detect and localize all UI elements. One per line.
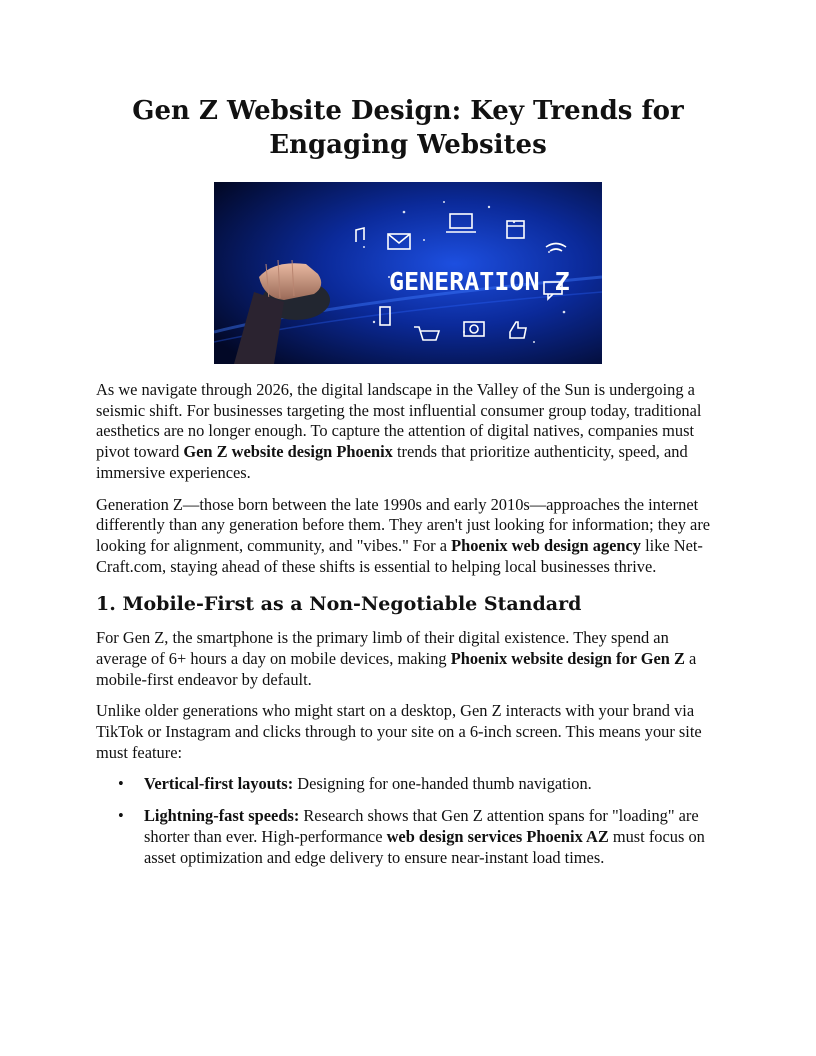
list-item: • Lightning-fast speeds: Research shows that Gen Z attention spans for "loading" are shorter than ever. High-performance web design services Phoenix AZ must focus on asset optimization and edge delivery to ensure near-instant load times. <box>118 806 705 867</box>
gen-z-paragraph: Generation Z—those born between the late 1990s and early 2010s—approaches the internet differently than any generation before them. They aren't just looking for information; they are looking for alignment, community, and "vibes." For a Phoenix web design agency like Net-Craft.com, staying ahead of these shifts is essential to helping local businesses thrive. <box>96 494 711 576</box>
bullet-icon: • <box>118 773 124 793</box>
hero-image <box>214 182 602 364</box>
hero-caption: GENERATION Z <box>389 267 570 296</box>
bullet-icon: • <box>118 806 124 826</box>
mobile-paragraph: For Gen Z, the smartphone is the primary limb of their digital existence. They spend an average of 6+ hours a day on mobile devices, making Phoenix website design for Gen Z a mobile-first endeavor by default. <box>96 628 697 689</box>
feature-list <box>96 774 720 869</box>
generations-paragraph: Unlike older generations who might start on a desktop, Gen Z interacts with your brand via TikTok or Instagram and clicks through to your site on a 6-inch screen. This means your site must feature: <box>96 701 702 762</box>
section-heading: 1. Mobile-First as a Non-Negotiable Standard <box>96 593 582 616</box>
page-title: Gen Z Website Design: Key Trends for Engaging Websites <box>132 96 684 160</box>
intro-paragraph: As we navigate through 2026, the digital landscape in the Valley of the Sun is undergoing a seismic shift. For businesses targeting the most influential consumer group today, traditional aesthetics are no longer enough. To capture the attention of digital natives, companies must pivot toward Gen Z website design Phoenix trends that prioritize authenticity, speed, and immersive experiences. <box>96 380 702 482</box>
list-item: • Vertical-first layouts: Designing for one-handed thumb navigation. <box>118 773 592 793</box>
